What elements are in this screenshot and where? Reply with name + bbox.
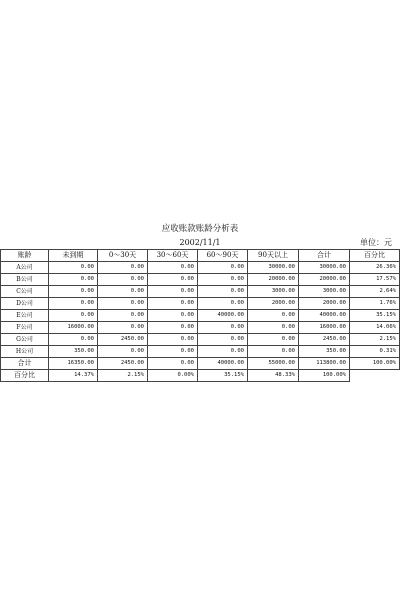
cell-over-90: 0.00 [248,310,299,322]
company-name: B公司 [1,274,49,286]
cell-0-30: 0.00 [98,346,148,358]
cell-30-60: 0.00 [148,346,198,358]
cell-total: 16000.00 [299,322,350,334]
cell-30-60: 0.00 [148,298,198,310]
total-total: 113800.00 [299,358,350,370]
total-row [1,358,400,370]
percent-not-due: 14.37% [49,370,98,382]
cell-not-due: 0.00 [49,310,98,322]
cell-0-30: 0.00 [98,286,148,298]
cell-30-60: 0.00 [148,262,198,274]
cell-total: 2000.00 [299,298,350,310]
cell-60-90: 40000.00 [198,310,248,322]
cell-percent: 26.36% [350,262,400,274]
cell-0-30: 0.00 [98,262,148,274]
col-header-over-90: 90天以上 [248,250,299,262]
cell-over-90: 30000.00 [248,262,299,274]
cell-percent: 35.15% [350,310,400,322]
cell-total: 3000.00 [299,286,350,298]
cell-0-30: 0.00 [98,298,148,310]
col-header-60-90: 60～90天 [198,250,248,262]
cell-60-90: 0.00 [198,346,248,358]
cell-over-90: 20000.00 [248,274,299,286]
cell-total: 350.00 [299,346,350,358]
col-header-0-30: 0～30天 [98,250,148,262]
cell-0-30: 2450.00 [98,334,148,346]
col-header-not-due: 未到期 [49,250,98,262]
cell-over-90: 3000.00 [248,286,299,298]
cell-percent: 17.57% [350,274,400,286]
table-row [1,298,400,310]
currency-unit: 单位：元 [360,238,392,247]
percent-empty-cell [350,370,400,382]
cell-percent: 2.64% [350,286,400,298]
cell-60-90: 0.00 [198,274,248,286]
total-30-60: 0.00 [148,358,198,370]
total-0-30: 2450.00 [98,358,148,370]
cell-over-90: 2000.00 [248,298,299,310]
cell-total: 20000.00 [299,274,350,286]
percent-label: 百分比 [1,370,49,382]
table-row [1,310,400,322]
cell-over-90: 0.00 [248,322,299,334]
cell-not-due: 0.00 [49,334,98,346]
cell-total: 40000.00 [299,310,350,322]
cell-not-due: 350.00 [49,346,98,358]
cell-total: 30000.00 [299,262,350,274]
cell-0-30: 0.00 [98,310,148,322]
cell-over-90: 0.00 [248,346,299,358]
cell-not-due: 0.00 [49,262,98,274]
cell-total: 2450.00 [299,334,350,346]
table-row [1,274,400,286]
cell-60-90: 0.00 [198,334,248,346]
company-name: C公司 [1,286,49,298]
cell-30-60: 0.00 [148,334,198,346]
percent-total: 100.00% [299,370,350,382]
cell-60-90: 0.00 [198,286,248,298]
company-name: A公司 [1,262,49,274]
cell-30-60: 0.00 [148,274,198,286]
company-name: D公司 [1,298,49,310]
cell-30-60: 0.00 [148,286,198,298]
cell-over-90: 0.00 [248,334,299,346]
col-header-total: 合计 [299,250,350,262]
company-name: G公司 [1,334,49,346]
table-row [1,322,400,334]
col-header-30-60: 30～60天 [148,250,198,262]
cell-not-due: 0.00 [49,298,98,310]
table-row [1,346,400,358]
percent-30-60: 0.00% [148,370,198,382]
cell-percent: 14.06% [350,322,400,334]
total-over-90: 55000.00 [248,358,299,370]
aging-table [0,249,400,382]
cell-30-60: 0.00 [148,322,198,334]
col-header-percent: 百分比 [350,250,400,262]
report-date: 2002/11/1 [179,238,221,247]
total-not-due: 16350.00 [49,358,98,370]
company-name: F公司 [1,322,49,334]
cell-0-30: 0.00 [98,322,148,334]
cell-60-90: 0.00 [198,322,248,334]
percent-over-90: 48.33% [248,370,299,382]
total-percent: 100.00% [350,358,400,370]
table-row [1,286,400,298]
table-row [1,334,400,346]
cell-60-90: 0.00 [198,262,248,274]
cell-0-30: 0.00 [98,274,148,286]
percent-row [1,370,400,382]
company-name: H公司 [1,346,49,358]
header-row [1,250,400,262]
report-title: 应收账款账龄分析表 [161,224,239,234]
cell-not-due: 0.00 [49,286,98,298]
col-header-aging: 账龄 [1,250,49,262]
table-row [1,262,400,274]
total-label: 合计 [1,358,49,370]
cell-percent: 2.15% [350,334,400,346]
cell-not-due: 16000.00 [49,322,98,334]
cell-percent: 0.31% [350,346,400,358]
cell-60-90: 0.00 [198,298,248,310]
total-60-90: 40000.00 [198,358,248,370]
cell-30-60: 0.00 [148,310,198,322]
percent-60-90: 35.15% [198,370,248,382]
percent-0-30: 2.15% [98,370,148,382]
company-name: E公司 [1,310,49,322]
cell-not-due: 0.00 [49,274,98,286]
cell-percent: 1.76% [350,298,400,310]
